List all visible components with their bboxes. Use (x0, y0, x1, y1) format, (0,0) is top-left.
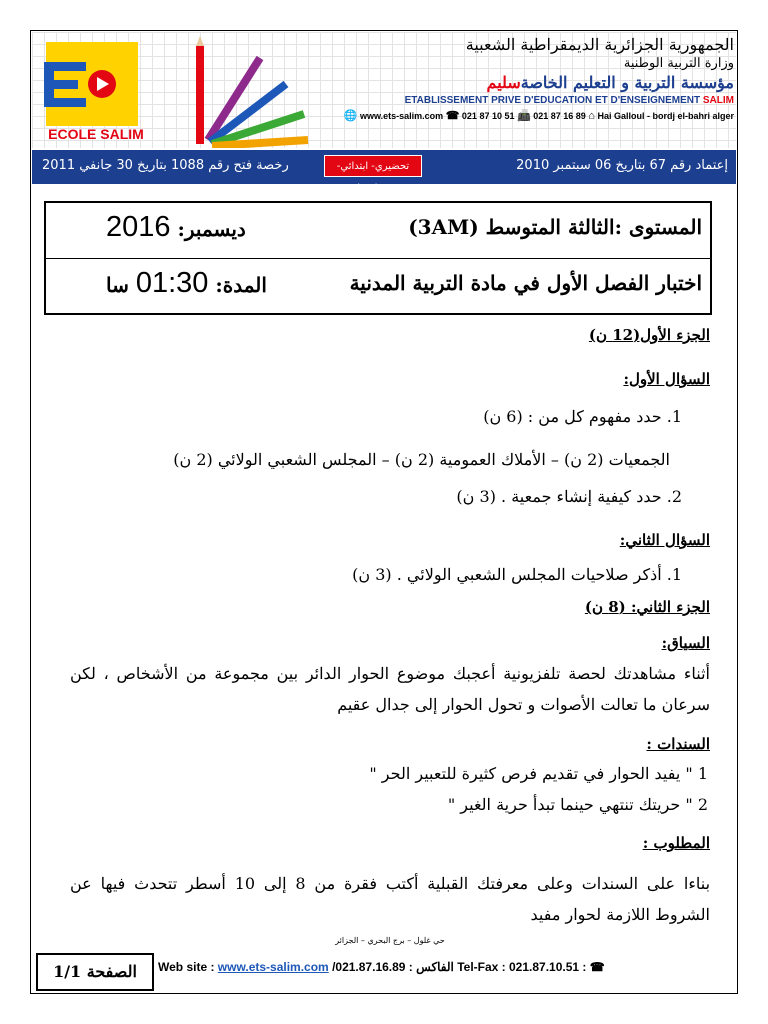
exam-date: ديسمبر: 2016 (106, 211, 246, 243)
header-republic: الجمهورية الجزائرية الديمقراطية الشعبية (465, 35, 734, 54)
header-school-fr: ETABLISSEMENT PRIVE D'EDUCATION ET D'ENSEIGNEMENT SALIM (404, 95, 734, 106)
school-logo (38, 40, 150, 148)
question2-item1: 1. أذكر صلاحيات المجلس الشعبي الولائي . (3 ن) (352, 565, 682, 584)
footer-website-link[interactable]: www.ets-salim.com (217, 960, 329, 974)
header-contacts (322, 108, 734, 124)
part1-heading: الجزء الأول(12 ن) (588, 326, 710, 344)
required-paragraph: بناءا على السندات وعلى معرفتك القبلية أكتب فقرة من 8 إلى 10 أسطر تتحدث فيها عن الشروط اللازمة لحوار مفيد (70, 874, 711, 924)
header-ministry: وزارة التربية الوطنية (623, 56, 734, 71)
context-paragraph: أثناء مشاهدتك لحصة تلفزيونية أعجبك موضوع الحوار الدائر بين مجموعة من الأشخاص ، لكن سرعان ما تعالت الأصوات و تحول الحوار إلى جدال عقيم (70, 664, 710, 714)
exam-info-box (44, 201, 712, 315)
pencils-logo-icon (182, 36, 322, 148)
footer-address: حي غلول – برج البحري – الجزائر (335, 936, 445, 945)
contact-address: Hai Galloul - bordj el-bahri alger (597, 111, 734, 121)
header-school-ar: مؤسسة التربية و التعليم الخاصةسليم (486, 73, 734, 92)
exam-title: اختبار الفصل الأول في مادة التربية المدنية (349, 271, 702, 295)
support-item1: 1 " يفيد الحوار في تقديم فرص كثيرة للتعبير الحر " (369, 764, 708, 783)
levels-badge: تحضيري- ابتدائي- متوسط - ثانوي (324, 155, 422, 177)
support-item2: 2 " حريتك تنتهي حينما تبدأ حرية الغير " (447, 795, 708, 814)
license-text: رخصة فتح رقم 1088 بتاريخ 30 جانفي 2011 (42, 158, 289, 173)
supports-heading: السندات : (646, 735, 710, 753)
question1-heading: السؤال الأول: (623, 370, 710, 388)
context-heading: السياق: (661, 634, 710, 652)
question1-item1-terms: الجمعيات (2 ن) – الأملاك العمومية (2 ن) – المجلس الشعبي الولائي (2 ن) (173, 450, 670, 469)
required-heading: المطلوب : (642, 834, 710, 852)
accreditation-band (32, 150, 736, 194)
contact-tel: 021 87 10 51 (461, 111, 515, 121)
contact-web: www.ets-salim.com (359, 111, 444, 121)
page-number: الصفحة 1/1 (36, 953, 154, 991)
footer-contacts: Web site : www.ets-salim.com /021.87.16.89 : الفاكس Tel-Fax : 021.87.10.51 : ☎ (158, 960, 605, 974)
fax-icon: ☎ (589, 960, 605, 974)
phone-icon: ☎ (445, 110, 460, 122)
level-label: المستوى :الثالثة المتوسط (3AM) (408, 215, 702, 239)
question1-item1: 1. حدد مفهوم كل من : (6 ن) (483, 407, 682, 426)
part2-heading: الجزء الثاني: (8 ن) (584, 598, 710, 616)
letterhead (32, 32, 736, 148)
question1-item2: 2. حدد كيفية إنشاء جمعية . (3 ن) (456, 487, 682, 506)
logo-text: ECOLE SALIM (48, 126, 144, 142)
fax-icon: 📠 (517, 110, 531, 122)
accreditation-text: إعتماد رقم 67 بتاريخ 06 سبتمبر 2010 (516, 158, 728, 173)
globe-icon: 🌐 (343, 110, 358, 122)
home-icon: ⌂ (588, 110, 595, 122)
question2-heading: السؤال الثاني: (619, 531, 710, 549)
exam-duration: المدة: 01:30 سا (106, 267, 267, 299)
contact-fax: 021 87 16 89 (533, 111, 586, 121)
